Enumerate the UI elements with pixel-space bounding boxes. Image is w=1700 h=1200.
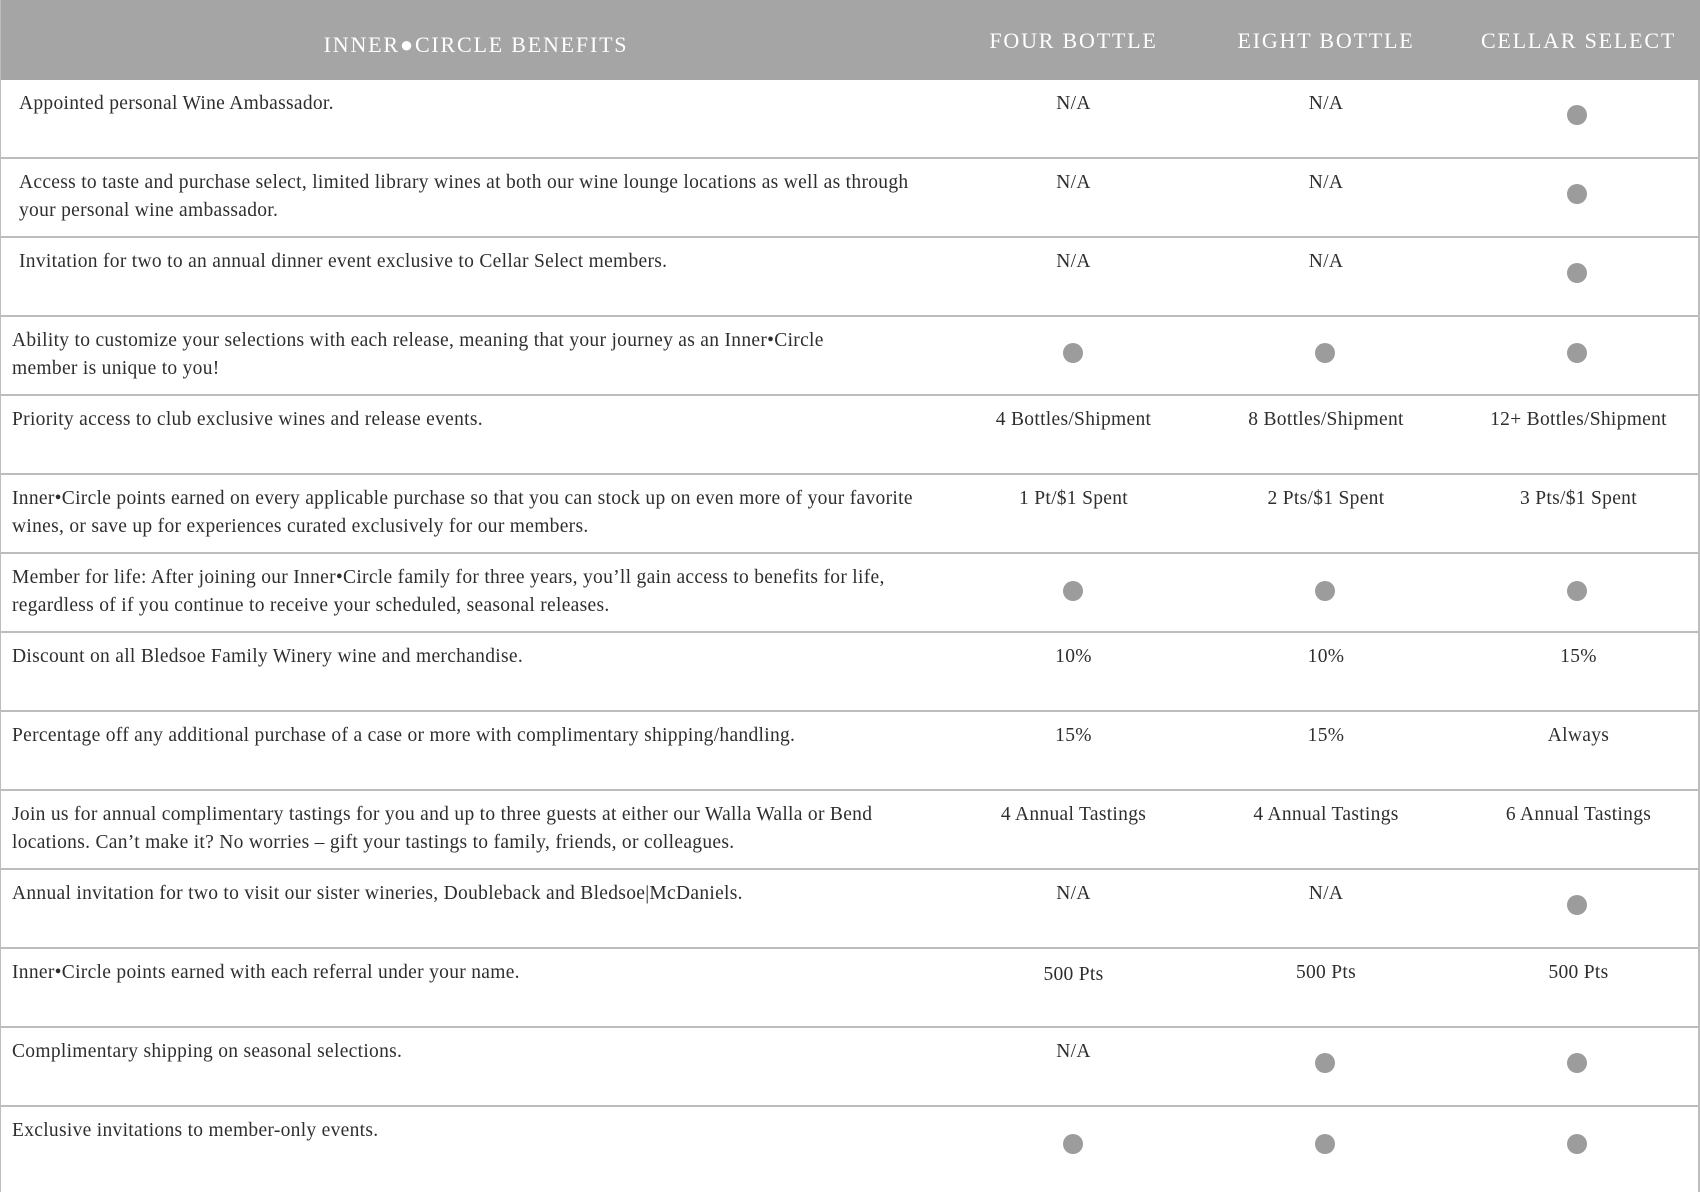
- eight-bottle-value: N/A: [1308, 93, 1344, 114]
- included-dot-icon: [1315, 581, 1335, 601]
- benefit-text: Invitation for two to an annual dinner event exclusive to Cellar Select members.: [19, 251, 668, 272]
- header-eight-bottle: [1196, 0, 1456, 80]
- benefit-text: Exclusive invitations to member-only events.: [12, 1120, 379, 1141]
- benefit-text: Member for life: After joining our Inner•Circle family for three years, you’ll gain access to benefits for life, regardless of if you continue to receive your scheduled, seasonal releases.: [12, 567, 885, 616]
- included-dot-icon: [1567, 581, 1587, 601]
- four-bottle-value: 500 Pts: [1043, 964, 1104, 985]
- eight-bottle-value: N/A: [1308, 251, 1344, 272]
- table-row: [1, 159, 1700, 238]
- table-header: [1, 0, 1700, 80]
- table-row: [1, 1028, 1700, 1107]
- eight-bottle-value: 15%: [1307, 725, 1345, 746]
- table-row: [1, 870, 1700, 949]
- four-bottle-value: N/A: [1056, 172, 1091, 193]
- four-bottle-value: 4 Annual Tastings: [1000, 804, 1147, 825]
- eight-bottle-value: 10%: [1307, 646, 1345, 667]
- cellar-select-value: 15%: [1560, 646, 1597, 667]
- included-dot-icon: [1567, 105, 1587, 125]
- table-row: [1, 554, 1700, 633]
- included-dot-icon: [1567, 895, 1587, 915]
- benefit-text: Appointed personal Wine Ambassador.: [19, 93, 334, 114]
- benefit-text: Inner•Circle points earned with each referral under your name.: [12, 962, 520, 983]
- benefit-text: Priority access to club exclusive wines and release events.: [12, 409, 483, 430]
- header-four-bottle: [951, 0, 1196, 80]
- included-dot-icon: [1315, 343, 1335, 363]
- included-dot-icon: [1567, 184, 1587, 204]
- eight-bottle-value: N/A: [1308, 883, 1344, 904]
- cellar-select-value: 500 Pts: [1548, 962, 1609, 983]
- included-dot-icon: [1315, 1053, 1335, 1073]
- benefit-text: Percentage off any additional purchase of a case or more with complimentary shipping/handling.: [12, 725, 796, 746]
- cellar-select-value: 3 Pts/$1 Spent: [1520, 488, 1637, 509]
- benefit-text: Discount on all Bledsoe Family Winery wine and merchandise.: [12, 646, 523, 667]
- header-cellar-select: [1456, 0, 1700, 80]
- four-bottle-value: 10%: [1055, 646, 1092, 667]
- header-benefits-label: INNER●CIRCLE BENEFITS: [323, 32, 629, 57]
- benefit-text: Complimentary shipping on seasonal selections.: [12, 1041, 403, 1062]
- included-dot-icon: [1315, 1134, 1335, 1154]
- table-row: [1, 238, 1700, 317]
- table-row: [1, 396, 1700, 475]
- four-bottle-value: N/A: [1056, 883, 1091, 904]
- table-row: [1, 712, 1700, 791]
- cellar-select-value: Always: [1547, 725, 1610, 746]
- table-row: [1, 1107, 1700, 1192]
- eight-bottle-value: 500 Pts: [1295, 962, 1357, 983]
- cellar-select-value: 6 Annual Tastings: [1505, 804, 1652, 825]
- header-cellar-select-label: CELLAR SELECT: [1480, 28, 1677, 53]
- four-bottle-value: 1 Pt/$1 Spent: [1019, 488, 1128, 509]
- header-four-bottle-label: FOUR BOTTLE: [989, 28, 1158, 53]
- cellar-select-value: 12+ Bottles/Shipment: [1490, 409, 1667, 430]
- benefit-text: Annual invitation for two to visit our sister wineries, Doubleback and Bledsoe|McDaniels.: [12, 883, 743, 904]
- table-row: [1, 475, 1700, 554]
- table-row: [1, 633, 1700, 712]
- header-eight-bottle-label: EIGHT BOTTLE: [1237, 28, 1415, 53]
- included-dot-icon: [1567, 343, 1587, 363]
- included-dot-icon: [1567, 1053, 1587, 1073]
- eight-bottle-value: 8 Bottles/Shipment: [1248, 409, 1404, 430]
- four-bottle-value: 4 Bottles/Shipment: [995, 409, 1152, 430]
- table-row: [1, 791, 1700, 870]
- header-benefits: [1, 0, 951, 84]
- benefit-text: Access to taste and purchase select, limited library wines at both our wine lounge locations as well as through your personal wine ambassador.: [19, 172, 909, 221]
- eight-bottle-value: N/A: [1308, 172, 1344, 193]
- table-row: [1, 317, 1700, 396]
- benefit-text: Ability to customize your selections with each release, meaning that your journey as an Inner•Circle member is unique to you!: [12, 330, 824, 379]
- four-bottle-value: N/A: [1056, 251, 1091, 272]
- benefit-text: Inner•Circle points earned on every applicable purchase so that you can stock up on even more of your favorite wines, or save up for experiences curated exclusively for our members.: [12, 488, 913, 537]
- four-bottle-value: N/A: [1056, 1041, 1091, 1062]
- benefit-text: Join us for annual complimentary tastings for you and up to three guests at either our Walla Walla or Bend locations. Can’t make it? No worries – gift your tastings to family, friends, or colleagues.: [12, 804, 873, 853]
- included-dot-icon: [1063, 581, 1083, 601]
- four-bottle-value: N/A: [1056, 93, 1091, 114]
- eight-bottle-value: 4 Annual Tastings: [1253, 804, 1399, 825]
- included-dot-icon: [1567, 263, 1587, 283]
- four-bottle-value: 15%: [1055, 725, 1092, 746]
- included-dot-icon: [1063, 343, 1083, 363]
- included-dot-icon: [1567, 1134, 1587, 1154]
- included-dot-icon: [1063, 1134, 1083, 1154]
- table-row: [1, 949, 1700, 1028]
- eight-bottle-value: 2 Pts/$1 Spent: [1267, 488, 1385, 509]
- table-row: [1, 80, 1700, 159]
